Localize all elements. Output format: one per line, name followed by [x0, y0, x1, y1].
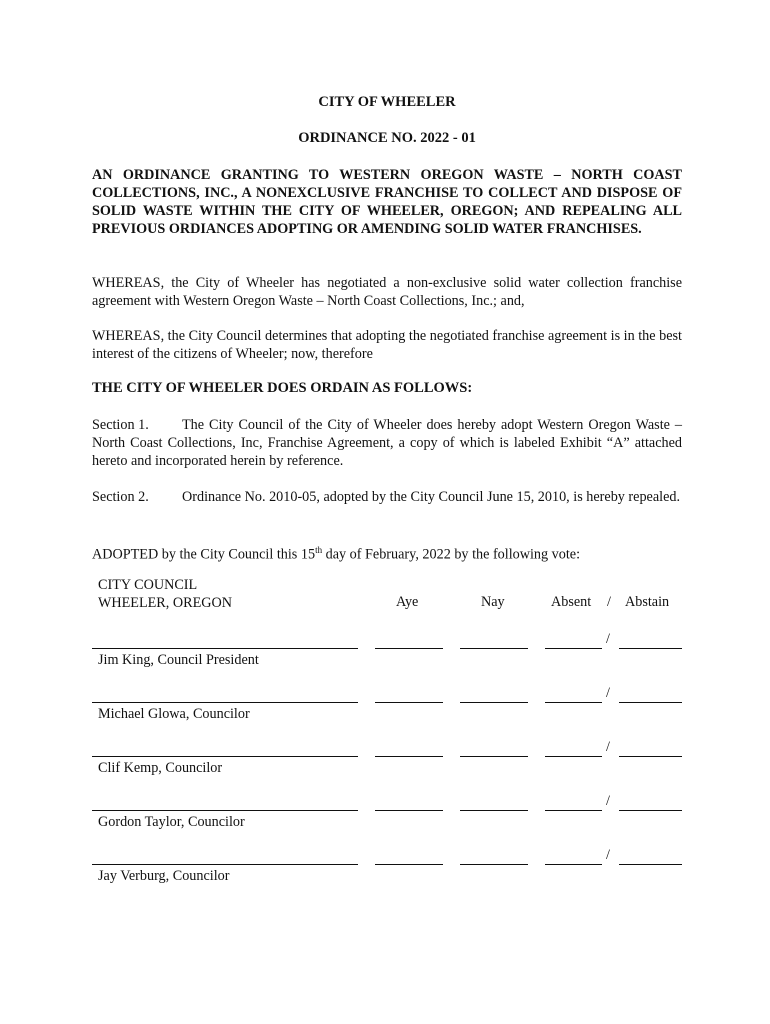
member-name: Clif Kemp, Councilor [98, 760, 223, 776]
member-name: Jay Verburg, Councilor [98, 868, 230, 884]
absent-line[interactable] [545, 648, 602, 649]
aye-line[interactable] [375, 810, 443, 811]
vote-row [92, 684, 682, 738]
abstain-line[interactable] [619, 702, 682, 703]
section-1-text: The City Council of the City of Wheeler does hereby adopt Western Oregon Waste – North Coast Collections, Inc, Franchise Agreement, a copy of which is labeled Exhibit “A” attached hereto and incorporated herein by reference. [92, 417, 682, 469]
ordinance-heading: AN ORDINANCE GRANTING TO WESTERN OREGON WASTE – NORTH COAST COLLECTIONS, INC., A NONEXCLUSIVE FRANCHISE TO COLLECT AND DISPOSE OF SOLID WASTE WITHIN THE CITY OF WHEELER, OREGON; AND REPEALING ALL PREVIOUS ORDIANCES ADOPTING OR AMENDING SOLID WATER FRANCHISES. [92, 167, 682, 237]
whereas-paragraph-2: WHEREAS, the City Council determines that adopting the negotiated franchise agreement is in the best interest of the citizens of Wheeler; now, therefore [92, 328, 682, 362]
vote-row [92, 738, 682, 792]
abstain-line[interactable] [619, 648, 682, 649]
absent-line[interactable] [545, 810, 602, 811]
nay-line[interactable] [460, 648, 528, 649]
signature-line[interactable] [92, 756, 358, 757]
absent-line[interactable] [545, 702, 602, 703]
absent-abstain-separator: / [606, 739, 610, 755]
column-header-absent: Absent [551, 594, 592, 610]
council-label-line1: CITY COUNCIL [98, 577, 198, 593]
vote-row [92, 792, 682, 846]
adopted-ordinal-suffix: th [315, 545, 323, 555]
column-header-abstain: Abstain [625, 594, 670, 610]
ordain-heading: THE CITY OF WHEELER DOES ORDAIN AS FOLLOWS: [92, 380, 473, 396]
absent-abstain-separator: / [606, 631, 610, 647]
aye-line[interactable] [375, 756, 443, 757]
signature-line[interactable] [92, 810, 358, 811]
adopted-statement [92, 541, 682, 564]
absent-abstain-separator: / [606, 847, 610, 863]
nay-line[interactable] [460, 810, 528, 811]
signature-line[interactable] [92, 864, 358, 865]
section-1-label: Section 1. [92, 417, 149, 433]
abstain-line[interactable] [619, 810, 682, 811]
whereas-paragraph-1: WHEREAS, the City of Wheeler has negotiated a non-exclusive solid water collection franchise agreement with Western Oregon Waste – North Coast Collections, Inc.; and, [92, 275, 682, 309]
nay-line[interactable] [460, 756, 528, 757]
aye-line[interactable] [375, 864, 443, 865]
vote-row [92, 630, 682, 684]
signature-line[interactable] [92, 702, 358, 703]
member-name: Jim King, Council President [98, 652, 259, 668]
absent-line[interactable] [545, 864, 602, 865]
member-name: Michael Glowa, Councilor [98, 706, 250, 722]
aye-line[interactable] [375, 648, 443, 649]
section-2-text: Ordinance No. 2010-05, adopted by the City Council June 15, 2010, is hereby repealed. [182, 489, 681, 505]
section-2-label: Section 2. [92, 489, 149, 505]
signature-line[interactable] [92, 648, 358, 649]
section-2 [92, 488, 682, 506]
absent-line[interactable] [545, 756, 602, 757]
ordinance-number: ORDINANCE NO. 2022 - 01 [298, 130, 476, 146]
nay-line[interactable] [460, 702, 528, 703]
vote-row [92, 846, 682, 900]
nay-line[interactable] [460, 864, 528, 865]
city-title: CITY OF WHEELER [318, 94, 456, 110]
column-header-aye: Aye [396, 594, 419, 610]
adopted-text-before: ADOPTED by the City Council this 15 [92, 546, 316, 563]
aye-line[interactable] [375, 702, 443, 703]
member-name: Gordon Taylor, Councilor [98, 814, 245, 830]
absent-abstain-separator: / [606, 685, 610, 701]
council-label-line2: WHEELER, OREGON [98, 595, 232, 611]
adopted-text-after: day of February, 2022 by the following vote: [322, 546, 581, 563]
column-header-nay: Nay [481, 594, 505, 610]
column-header-separator: / [607, 594, 611, 610]
absent-abstain-separator: / [606, 793, 610, 809]
abstain-line[interactable] [619, 864, 682, 865]
abstain-line[interactable] [619, 756, 682, 757]
section-1 [92, 416, 682, 470]
